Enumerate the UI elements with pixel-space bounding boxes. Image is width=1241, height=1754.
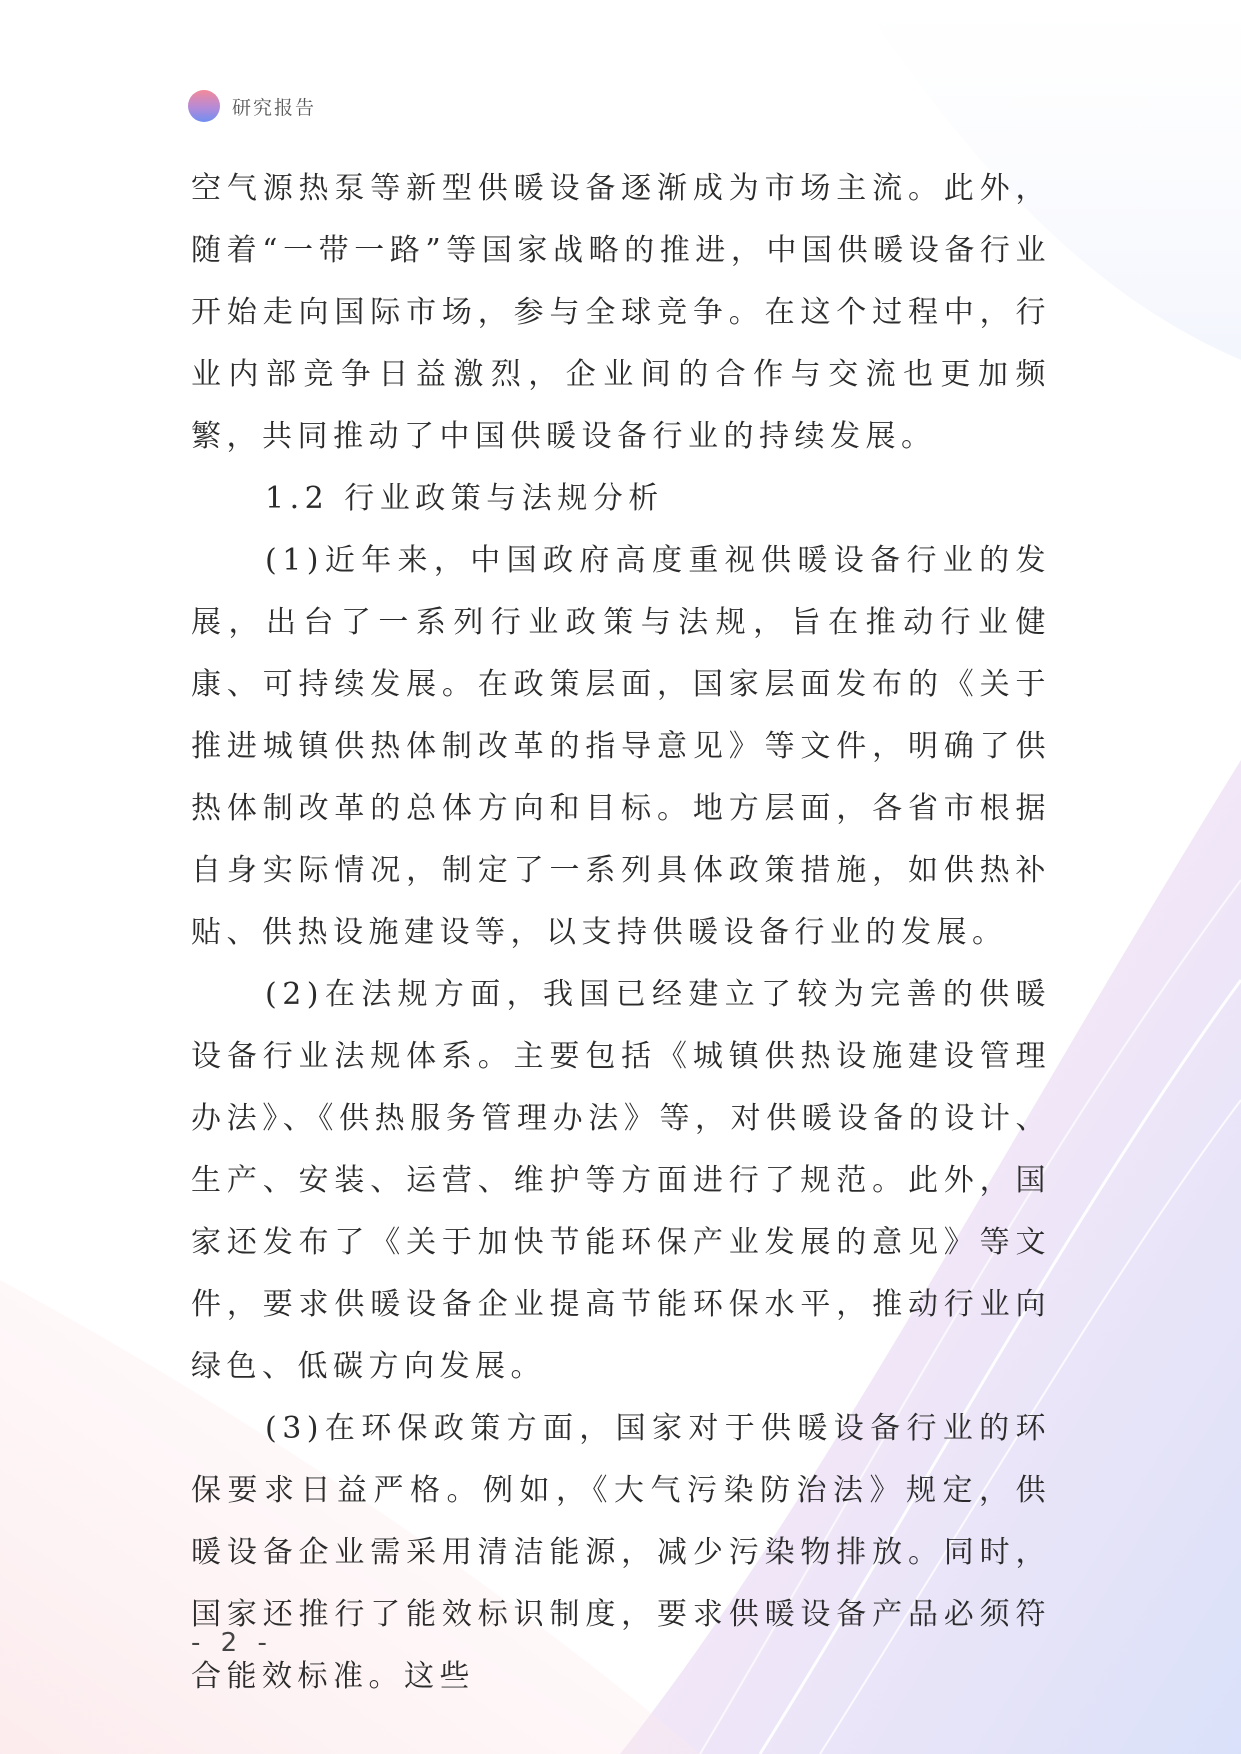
report-header: [188, 88, 316, 124]
report-logo-icon: [188, 90, 220, 122]
paragraph-2: (2)在法规方面，我国已经建立了较为完善的供暖设备行业法规体系。主要包括《城镇供热设施建设管理办法》、《供热服务管理办法》等，对供暖设备的设计、生产、安装、运营、维护等方面进行了规范。此外，国家还发布了《关于加快节能环保产业发展的意见》等文件，要求供暖设备企业提高节能环保水平，推动行业向绿色、低碳方向发展。: [191, 977, 1051, 1384]
paragraph-1: (1)近年来，中国政府高度重视供暖设备行业的发展，出台了一系列行业政策与法规，旨在推动行业健康、可持续发展。在政策层面，国家层面发布的《关于推进城镇供热体制改革的指导意见》等文件，明确了供热体制改革的总体方向和目标。地方层面，各省市根据自身实际情况，制定了一系列具体政策措施，如供热补贴、供热设施建设等，以支持供暖设备行业的发展。: [191, 543, 1051, 950]
section-heading: 1.2 行业政策与法规分析: [265, 481, 664, 516]
paragraph-3: (3)在环保政策方面，国家对于供暖设备行业的环保要求日益严格。例如，《大气污染防治法》规定，供暖设备企业需采用清洁能源，减少污染物排放。同时，国家还推行了能效标识制度，要求供暖设备产品必须符合能效标准。这些: [191, 1411, 1051, 1694]
header-title: 研究报告: [232, 96, 317, 119]
paragraph-continuation: 空气源热泵等新型供暖设备逐渐成为市场主流。此外，随着“一带一路”等国家战略的推进，中国供暖设备行业开始走向国际市场，参与全球竞争。在这个过程中，行业内部竞争日益激烈，企业间的合作与交流也更加频繁，共同推动了中国供暖设备行业的持续发展。: [191, 171, 1051, 454]
document-body: [191, 158, 1051, 1708]
page-number: - 2 -: [191, 1628, 273, 1658]
